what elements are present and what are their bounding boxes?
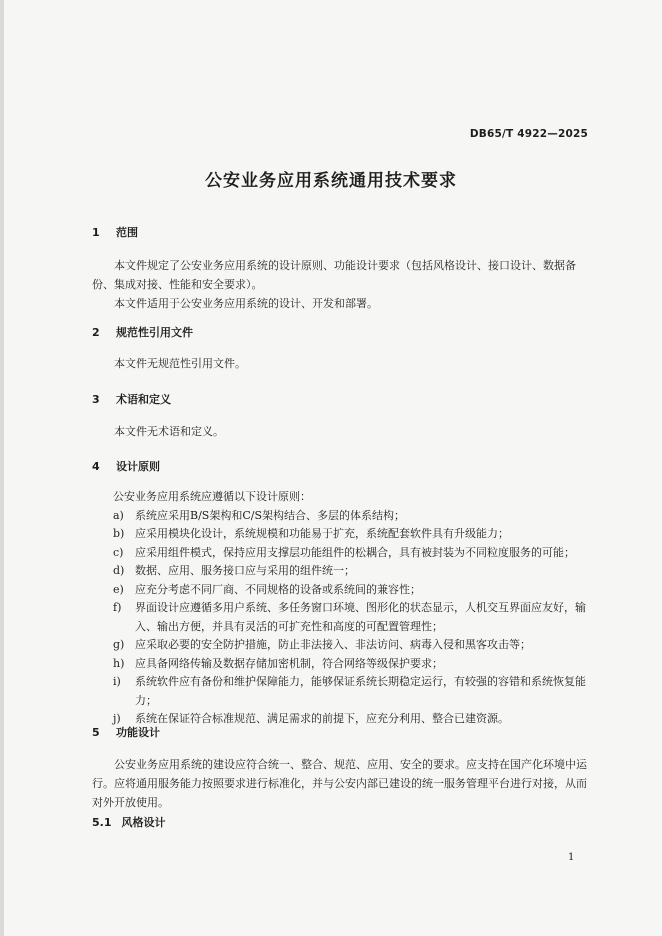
list-item (113, 525, 593, 544)
section-title: 术语和定义 (116, 393, 171, 406)
design-principles-list (113, 488, 593, 729)
list-marker: f) (113, 601, 122, 614)
scan-page-edge (0, 0, 4, 936)
section-2-heading (92, 324, 193, 340)
section-5-body (92, 755, 592, 812)
list-item (113, 599, 593, 636)
section-title: 设计原则 (116, 460, 160, 473)
list-item-text: 应采取必要的安全防护措施，防止非法接入、非法访问、病毒入侵和黑客攻击等； (135, 638, 531, 651)
section-5-1-heading (92, 814, 166, 830)
list-marker: i) (113, 675, 121, 688)
page-number: 1 (568, 852, 575, 863)
section-title: 风格设计 (121, 816, 166, 829)
section-1-body (92, 256, 592, 313)
list-item (113, 710, 593, 729)
section-number: 4 (92, 460, 100, 473)
section-3-body (92, 422, 592, 441)
list-item (113, 507, 593, 526)
standard-code: DB65/T 4922—2025 (469, 128, 588, 140)
list-marker: a) (113, 508, 124, 522)
section-number: 1 (92, 226, 100, 239)
list-marker: c) (113, 545, 124, 559)
list-marker: g) (113, 638, 125, 651)
section-title: 范围 (116, 226, 138, 239)
list-item-text: 应采用组件模式，保持应用支撑层功能组件的松耦合，具有被封装为不同粒度服务的可能； (135, 545, 575, 559)
section-number: 5 (92, 726, 100, 739)
section-number: 5.1 (92, 816, 112, 829)
paragraph: 公安业务应用系统的建设应符合统一、整合、规范、应用、安全的要求。应支持在国产化环境中运行。应将通用服务能力按照要求进行标准化，并与公安内部已建设的统一服务管理平台进行对接，从而对外开放使用。 (92, 758, 587, 809)
section-5-heading (92, 724, 160, 740)
paragraph: 本文件适用于公安业务应用系统的设计、开发和部署。 (114, 297, 378, 310)
list-item-text: 应充分考虑不同厂商、不同规格的设备或系统间的兼容性； (135, 582, 421, 596)
document-title: 公安业务应用系统通用技术要求 (205, 171, 457, 191)
section-title: 功能设计 (116, 726, 160, 739)
list-marker: b) (113, 527, 125, 540)
list-item-text: 界面设计应遵循多用户系统、多任务窗口环境、图形化的状态显示，人机交互界面应友好，输入、输出方便，并具有灵活的可扩充性和高度的可配置管理性； (135, 601, 586, 633)
list-item (113, 636, 593, 655)
section-2-body (92, 354, 592, 373)
section-number: 2 (92, 326, 100, 339)
list-item-text: 系统应采用B/S架构和C/S架构结合、多层的体系结构； (135, 508, 405, 522)
list-marker: e) (113, 582, 124, 596)
section-3-heading (92, 391, 171, 407)
list-item-text: 应具备网络传输及数据存储加密机制，符合网络等级保护要求； (135, 656, 443, 670)
list-item (113, 673, 593, 710)
paragraph: 本文件规定了公安业务应用系统的设计原则、功能设计要求（包括风格设计、接口设计、数据备份、集成对接、性能和安全要求）。 (92, 259, 576, 291)
list-item-text: 系统软件应有备份和维护保障能力，能够保证系统长期稳定运行，有较强的容错和系统恢复能力； (135, 675, 586, 707)
list-item (113, 544, 593, 563)
list-item-text: 应采用模块化设计，系统规模和功能易于扩充，系统配套软件具有升级能力； (135, 527, 509, 540)
section-4-heading (92, 458, 160, 474)
list-item (113, 655, 593, 674)
list-item (113, 562, 593, 581)
section-title: 规范性引用文件 (116, 326, 193, 339)
paragraph: 本文件无规范性引用文件。 (114, 357, 246, 370)
list-intro: 公安业务应用系统应遵循以下设计原则： (113, 490, 311, 503)
list-marker: h) (113, 656, 125, 670)
section-1-heading (92, 224, 138, 240)
list-item-text: 数据、应用、服务接口应与采用的组件统一； (135, 564, 355, 577)
list-item-text: 系统在保证符合标准规范、满足需求的前提下，应充分利用、整合已建资源。 (135, 712, 509, 725)
list-marker: j) (113, 712, 121, 725)
section-number: 3 (92, 393, 100, 406)
list-marker: d) (113, 564, 125, 577)
paragraph: 本文件无术语和定义。 (114, 425, 224, 438)
list-item (113, 581, 593, 600)
